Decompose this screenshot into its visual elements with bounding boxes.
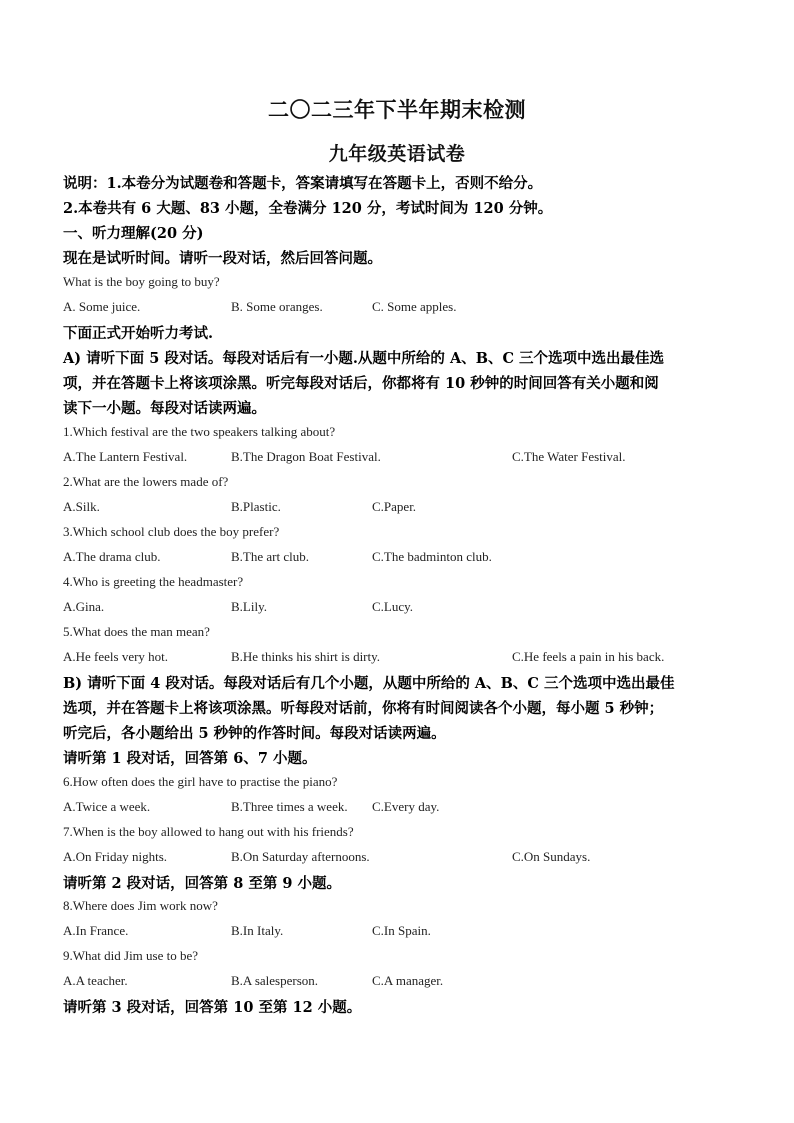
option-b: B.A salesperson. — [231, 973, 319, 988]
option-a: A.A teacher. — [63, 973, 128, 988]
option-a: A.He feels very hot. — [63, 649, 169, 664]
question-9: 9.What did Jim use to be? — [63, 948, 199, 963]
question-1-options — [63, 449, 743, 467]
question-2: 2.What are the lowers made of? — [63, 474, 229, 489]
exam-subtitle: 九年级英语试卷 — [328, 143, 466, 165]
option-c: C.He feels a pain in his back. — [512, 649, 665, 664]
option-a: A.Silk. — [63, 499, 100, 514]
option-b: B.Lily. — [231, 599, 267, 614]
question-5: 5.What does the man mean? — [63, 624, 210, 639]
section-b-instructions-3: 听完后，各小题给出 5 秒钟的作答时间。每段对话读两遍。 — [63, 725, 446, 742]
section-a-instructions-1: A) 请听下面 5 段对话。每段对话后有一小题.从题中所给的 A、B、C 三个选项中选出最佳选 — [63, 350, 665, 367]
question-2-options — [63, 499, 743, 517]
part1-heading: 一、听力理解(20 分) — [63, 225, 204, 242]
option-b: B.The Dragon Boat Festival. — [231, 449, 381, 464]
option-b: B.The art club. — [231, 549, 309, 564]
option-b: B.He thinks his shirt is dirty. — [231, 649, 381, 664]
option-c: C.A manager. — [372, 973, 444, 988]
question-3: 3.Which school club does the boy prefer? — [63, 524, 280, 539]
option-c: C.Every day. — [372, 799, 440, 814]
option-b: B.In Italy. — [231, 923, 284, 938]
question-5-options — [63, 649, 743, 667]
question-7-options — [63, 849, 743, 867]
question-9-options — [63, 973, 743, 991]
option-b: B.Plastic. — [231, 499, 281, 514]
section-b-instructions-1: B) 请听下面 4 段对话。每段对话后有几个小题，从题中所给的 A、B、C 三个选项中选出最佳 — [63, 675, 675, 692]
option-c: C.In Spain. — [372, 923, 431, 938]
question-8: 8.Where does Jim work now? — [63, 898, 218, 913]
dialogue-2-heading: 请听第 2 段对话，回答第 8 至第 9 小题。 — [63, 875, 342, 892]
option-c: C. Some apples. — [372, 299, 457, 314]
question-7: 7.When is the boy allowed to hang out with his friends? — [63, 824, 354, 839]
practice-intro: 现在是试听时间。请听一段对话，然后回答问题。 — [63, 250, 382, 267]
option-c: C.The Water Festival. — [512, 449, 626, 464]
option-c: C.Paper. — [372, 499, 417, 514]
option-a: A.Twice a week. — [63, 799, 151, 814]
option-b: B.Three times a week. — [231, 799, 348, 814]
dialogue-3-heading: 请听第 3 段对话，回答第 10 至第 12 小题。 — [63, 999, 362, 1016]
practice-options — [63, 299, 743, 317]
question-4-options — [63, 599, 743, 617]
start-line: 下面正式开始听力考试. — [63, 325, 214, 342]
option-c: C.The badminton club. — [372, 549, 492, 564]
instructions-line-2: 2.本卷共有 6 大题、83 小题，全卷满分 120 分，考试时间为 120 分钟。 — [63, 200, 553, 217]
instructions-line-1: 说明：1.本卷分为试题卷和答题卡，答案请填写在答题卡上，否则不给分。 — [63, 175, 543, 192]
question-6: 6.How often does the girl have to practise the piano? — [63, 774, 338, 789]
option-b: B.On Saturday afternoons. — [231, 849, 370, 864]
option-b: B. Some oranges. — [231, 299, 323, 314]
section-b-instructions-2: 选项，并在答题卡上将该项涂黑。听每段对话前，你将有时间阅读各个小题，每小题 5 秒钟； — [63, 700, 664, 717]
practice-question: What is the boy going to buy? — [63, 274, 220, 289]
question-1: 1.Which festival are the two speakers talking about? — [63, 424, 336, 439]
option-a: A.On Friday nights. — [63, 849, 167, 864]
question-3-options — [63, 549, 743, 567]
option-a: A. Some juice. — [63, 299, 141, 314]
option-a: A.In France. — [63, 923, 129, 938]
question-6-options — [63, 799, 743, 817]
dialogue-1-heading: 请听第 1 段对话，回答第 6、7 小题。 — [63, 750, 317, 767]
option-c: C.On Sundays. — [512, 849, 591, 864]
option-a: A.The Lantern Festival. — [63, 449, 188, 464]
section-a-instructions-3: 读下一小题。每段对话读两遍。 — [63, 400, 266, 417]
option-c: C.Lucy. — [372, 599, 414, 614]
section-a-instructions-2: 项，并在答题卡上将该项涂黑。听完每段对话后，你都将有 10 秒钟的时间回答有关小题和阅 — [63, 375, 659, 392]
option-a: A.Gina. — [63, 599, 105, 614]
question-4: 4.Who is greeting the headmaster? — [63, 574, 244, 589]
option-a: A.The drama club. — [63, 549, 161, 564]
question-8-options — [63, 923, 743, 941]
exam-title: 二〇二三年下半年期末检测 — [268, 97, 526, 122]
